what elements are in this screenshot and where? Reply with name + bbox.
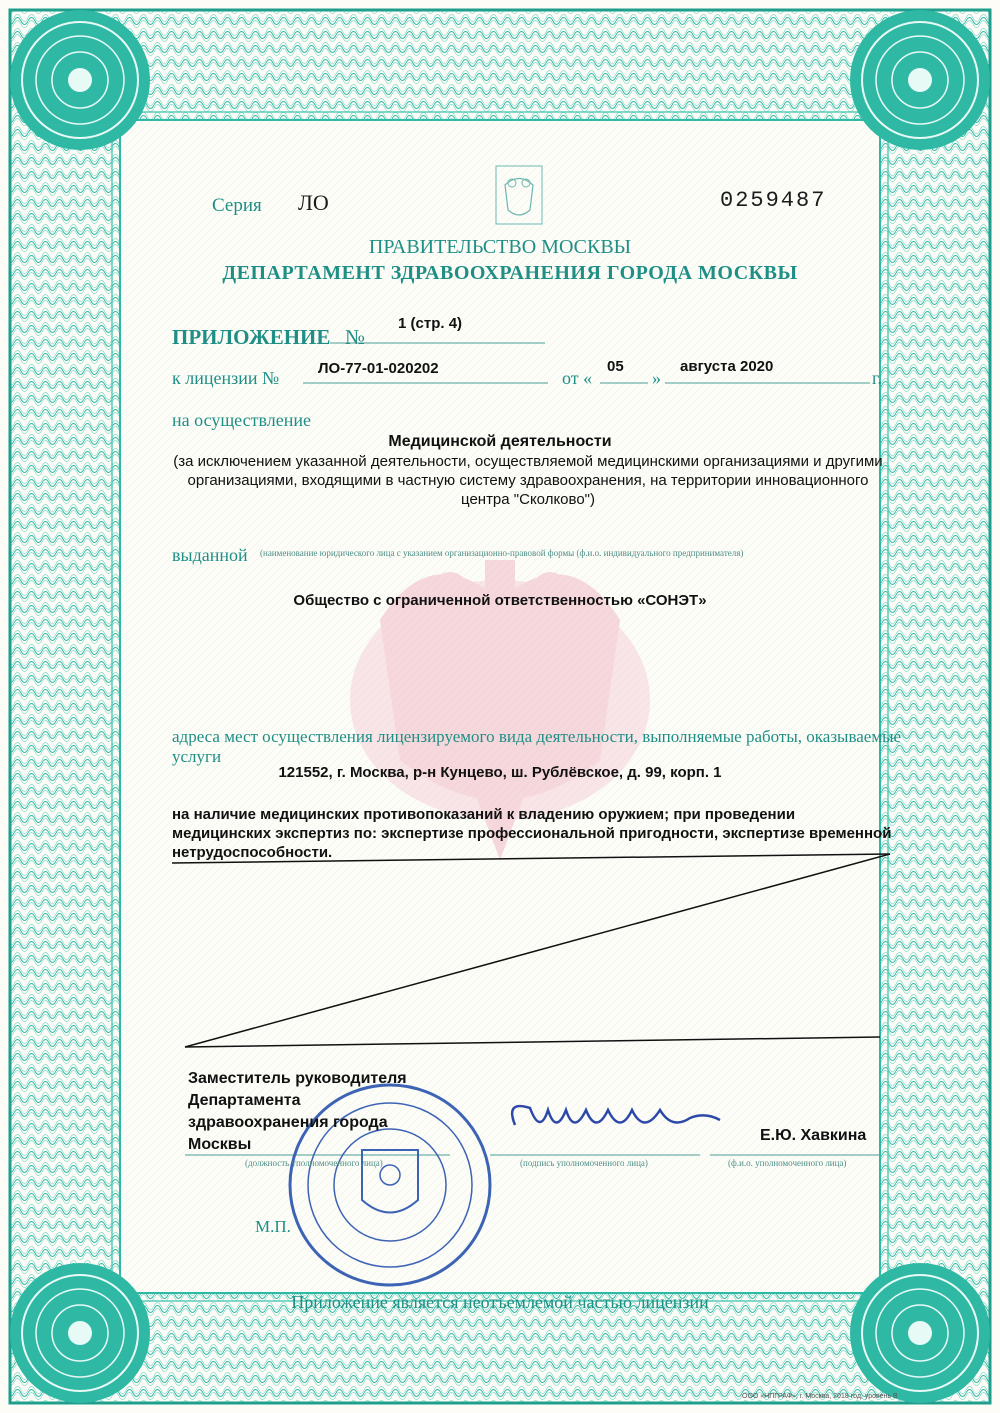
form-number: 0259487 xyxy=(720,188,827,213)
stamp-place-label: М.П. xyxy=(255,1217,291,1236)
signer-name: Е.Ю. Хавкина xyxy=(760,1127,867,1144)
address-value: 121552, г. Москва, р-н Кунцево, ш. Рублёвское, д. 99, корп. 1 xyxy=(278,764,722,781)
corner-rosette-icon xyxy=(850,10,990,150)
corner-rosette-icon xyxy=(10,10,150,150)
issued-hint: (наименование юридического лица с указанием организационно-правовой формы (ф.и.о. индивидуального предпринимателя) xyxy=(260,548,744,558)
organization-name: Общество с ограниченной ответственностью «СОНЭТ» xyxy=(293,592,707,609)
services-list: на наличие медицинских противопоказаний к владению оружием; при проведении медицинских экспертиз по: экспертизе профессиональной пригодности, экспертизе временной нетрудоспособности. xyxy=(172,806,892,861)
series-label: Серия xyxy=(212,195,262,216)
corner-rosette-icon xyxy=(10,1263,150,1403)
activity-details: (за исключением указанной деятельности, осуществляемой медицинскими организациями и другими организациями, входящими в частную систему здравоохранения, на территории инновационного центра "Сколково") xyxy=(173,453,883,508)
corner-rosette-icon xyxy=(850,1263,990,1403)
name-hint: (ф.и.о. уполномоченного лица) xyxy=(728,1158,847,1168)
government-title: ПРАВИТЕЛЬСТВО МОСКВЫ xyxy=(368,236,632,258)
license-quote-close: » xyxy=(652,368,661,388)
license-label: к лицензии № xyxy=(172,368,280,388)
series-value: ЛО xyxy=(298,190,329,215)
position-hint: (должность уполномоченного лица) xyxy=(245,1158,383,1168)
signer-position-line-3: здравоохранения города xyxy=(188,1114,388,1131)
signer-position-line-4: Москвы xyxy=(188,1136,252,1153)
address-label: адреса мест осуществления лицензируемого вида деятельности, выполняемые работы, оказываемые услуги xyxy=(172,727,902,766)
license-number: ЛО-77-01-020202 xyxy=(318,360,439,377)
signature-hint: (подпись уполномоченного лица) xyxy=(520,1158,648,1168)
license-year-suffix: г. xyxy=(872,368,882,388)
appendix-value: 1 (стр. 4) xyxy=(398,315,463,332)
activity-title: Медицинской деятельности xyxy=(388,433,612,450)
appendix-label: ПРИЛОЖЕНИЕ xyxy=(172,325,331,349)
signer-position-line-2: Департамента xyxy=(188,1092,301,1109)
license-day: 05 xyxy=(607,358,624,375)
signer-position xyxy=(188,1068,407,1156)
department-title: ДЕПАРТАМЕНТ ЗДРАВООХРАНЕНИЯ ГОРОДА МОСКВЫ xyxy=(222,262,798,284)
license-from-label: от « xyxy=(562,368,593,388)
activity-label: на осуществление xyxy=(172,410,311,430)
license-month-year: августа 2020 xyxy=(680,358,774,375)
printer-imprint: ООО «НПГРАФ», г. Москва, 2018 год, уровень В xyxy=(742,1393,898,1400)
signer-position-line-1: Заместитель руководителя xyxy=(188,1070,407,1087)
appendix-num-sign: № xyxy=(345,325,366,349)
footer-note: Приложение является неотъемлемой частью лицензии xyxy=(291,1292,709,1312)
issued-label: выданной xyxy=(172,545,248,565)
